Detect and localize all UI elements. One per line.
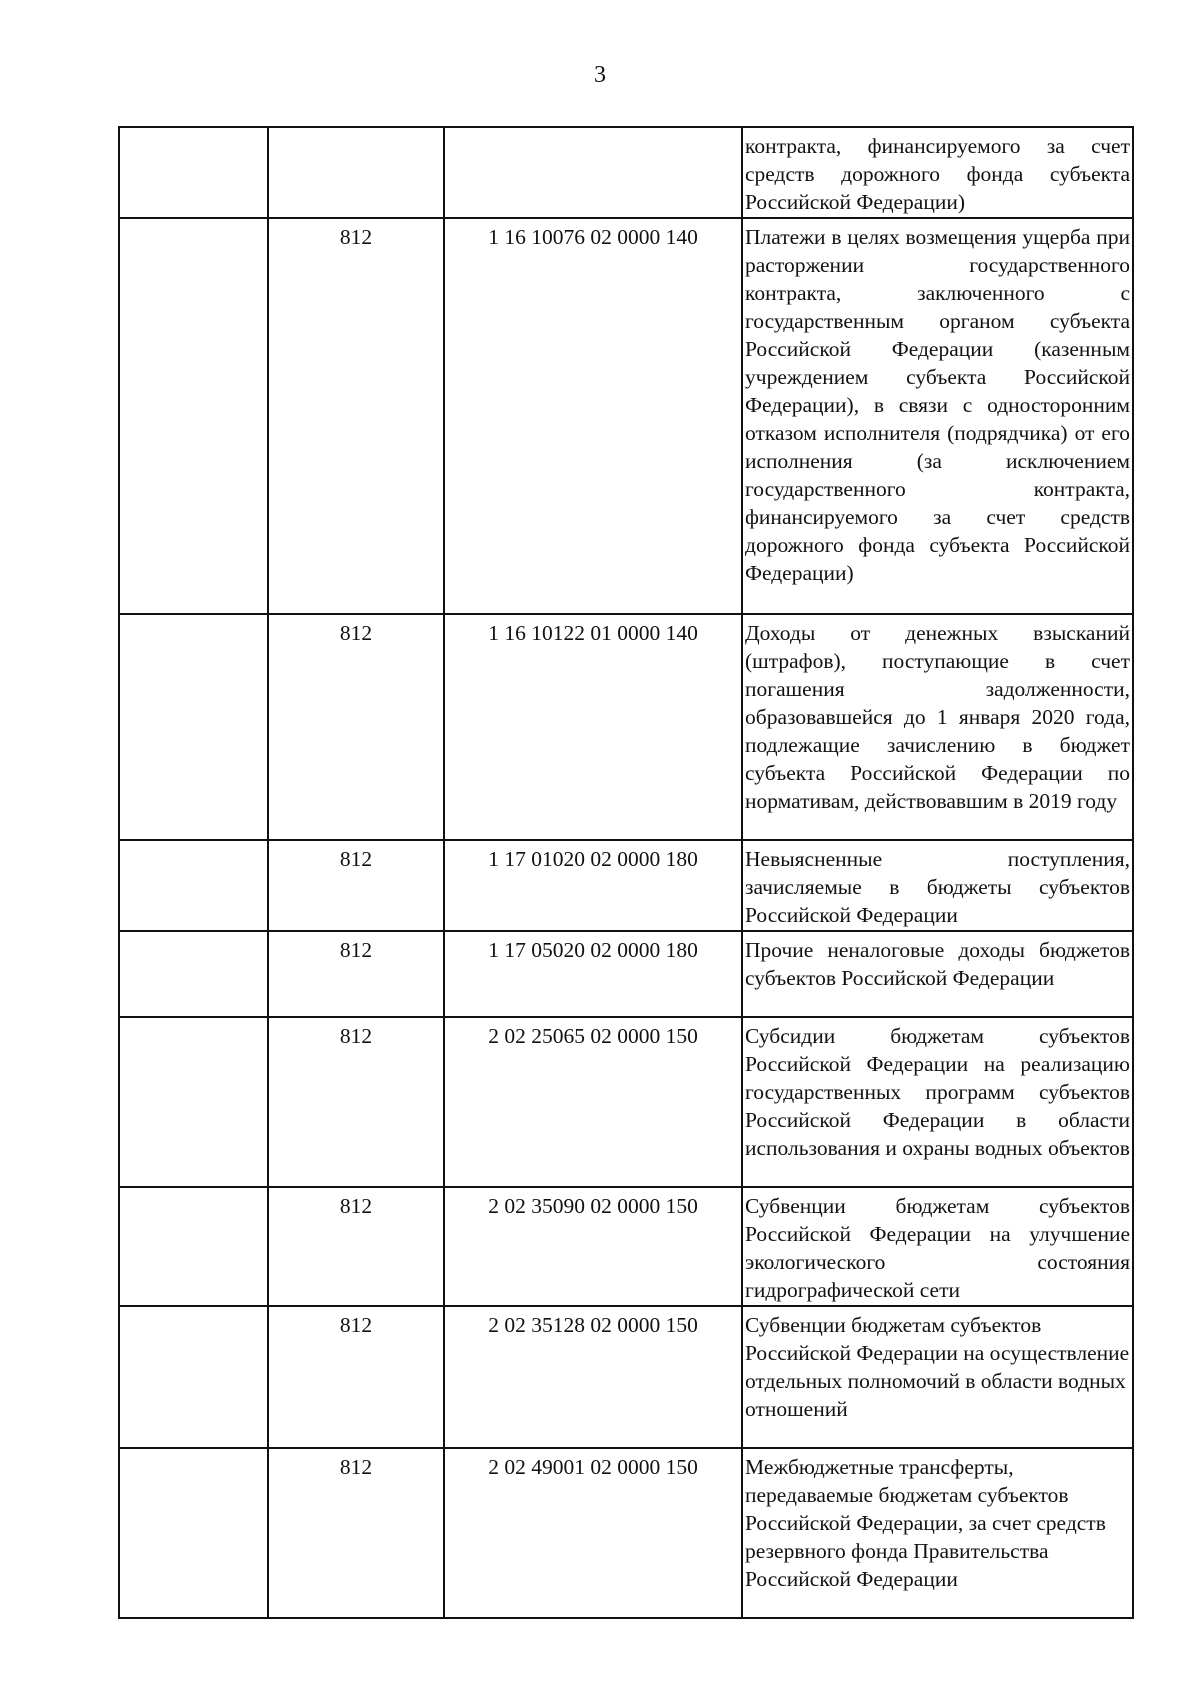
admin-code-cell: 812 (268, 614, 444, 840)
budget-code-cell: 1 17 01020 02 0000 180 (444, 840, 742, 931)
budget-code-cell (444, 127, 742, 218)
admin-code-cell: 812 (268, 1017, 444, 1187)
budget-code-cell: 2 02 35090 02 0000 150 (444, 1187, 742, 1306)
description-cell: контракта, финансируемого за счет средств дорожного фонда субъекта Российской Федерации) (742, 127, 1133, 218)
table-row (119, 127, 1133, 218)
budget-code-cell: 1 16 10122 01 0000 140 (444, 614, 742, 840)
revenue-codes-table (118, 126, 1134, 1619)
description-cell: Невыясненные поступления, зачисляемые в бюджеты субъектов Российской Федерации (742, 840, 1133, 931)
description-cell: Прочие неналоговые доходы бюджетов субъектов Российской Федерации (742, 931, 1133, 1017)
description-cell: Субвенции бюджетам субъектов Российской Федерации на осуществление отдельных полномочий в области водных отношений (742, 1306, 1133, 1448)
empty-cell (119, 840, 268, 931)
page-number: 3 (594, 62, 606, 88)
admin-code-cell: 812 (268, 1448, 444, 1618)
admin-code-cell (268, 127, 444, 218)
table-row (119, 1306, 1133, 1448)
empty-cell (119, 1017, 268, 1187)
admin-code-cell: 812 (268, 1306, 444, 1448)
description-cell: Доходы от денежных взысканий (штрафов), поступающие в счет погашения задолженности, образовавшейся до 1 января 2020 года, подлежащие зачислению в бюджет субъекта Российской Федерации по нормативам, действовавшим в 2019 году (742, 614, 1133, 840)
empty-cell (119, 127, 268, 218)
admin-code-cell: 812 (268, 1187, 444, 1306)
admin-code-cell: 812 (268, 931, 444, 1017)
budget-code-cell: 1 17 05020 02 0000 180 (444, 931, 742, 1017)
table-row (119, 1187, 1133, 1306)
empty-cell (119, 1187, 268, 1306)
table-row (119, 1448, 1133, 1618)
description-cell: Субсидии бюджетам субъектов Российской Федерации на реализацию государственных программ субъектов Российской Федерации в области использования и охраны водных объектов (742, 1017, 1133, 1187)
table-row (119, 931, 1133, 1017)
empty-cell (119, 1448, 268, 1618)
admin-code-cell: 812 (268, 840, 444, 931)
budget-code-cell: 2 02 49001 02 0000 150 (444, 1448, 742, 1618)
table-row (119, 1017, 1133, 1187)
budget-code-cell: 1 16 10076 02 0000 140 (444, 218, 742, 614)
empty-cell (119, 931, 268, 1017)
table-row (119, 218, 1133, 614)
budget-code-cell: 2 02 25065 02 0000 150 (444, 1017, 742, 1187)
budget-code-cell: 2 02 35128 02 0000 150 (444, 1306, 742, 1448)
description-cell: Субвенции бюджетам субъектов Российской Федерации на улучшение экологического состояния гидрографической сети (742, 1187, 1133, 1306)
empty-cell (119, 614, 268, 840)
empty-cell (119, 218, 268, 614)
table-row (119, 614, 1133, 840)
description-cell: Платежи в целях возмещения ущерба при расторжении государственного контракта, заключенного с государственным органом субъекта Российской Федерации (казенным учреждением субъекта Российской Федерации), в связи с односторонним отказом исполнителя (подрядчика) от его исполнения (за исключением государственного контракта, финансируемого за счет средств дорожного фонда субъекта Российской Федерации) (742, 218, 1133, 614)
empty-cell (119, 1306, 268, 1448)
admin-code-cell: 812 (268, 218, 444, 614)
description-cell: Межбюджетные трансферты, передаваемые бюджетам субъектов Российской Федерации, за счет средств резервного фонда Правительства Российской Федерации (742, 1448, 1133, 1618)
table-row (119, 840, 1133, 931)
